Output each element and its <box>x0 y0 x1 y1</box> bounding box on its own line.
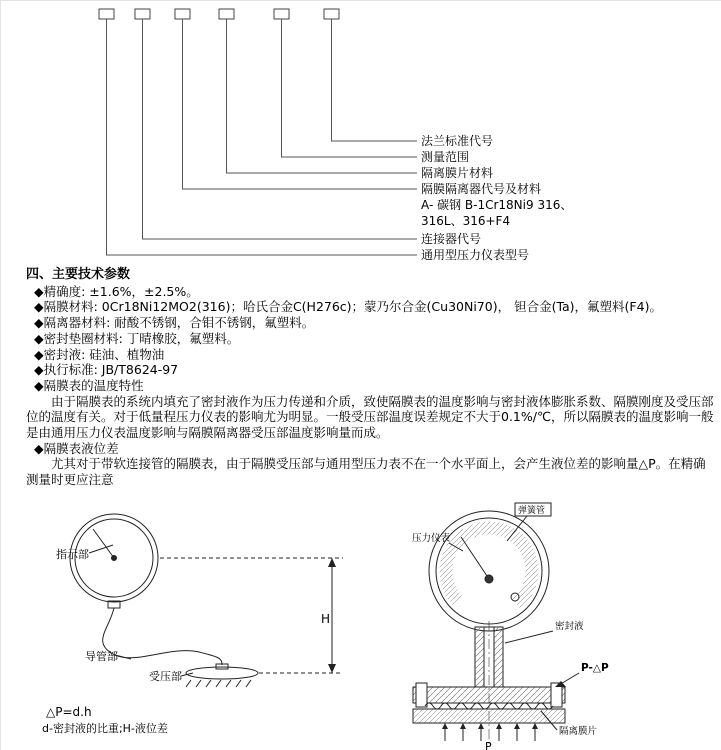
label-isolator-detail-2: 316L、316+F4 <box>421 214 511 228</box>
label-spring-tube: 弹簧管 <box>518 506 546 516</box>
label-p-delta: P-△P <box>581 662 609 674</box>
leader-line <box>227 19 418 173</box>
tech-params-section <box>26 267 716 488</box>
lower-flange <box>413 709 565 723</box>
pressure-part-leader <box>181 673 193 676</box>
formula-delta-p: △P=d.h <box>46 705 92 719</box>
leader-line <box>143 19 418 239</box>
label-seal-liquid: 密封液 <box>555 621 584 632</box>
spec-item-isolator-material: ◆隔离器材料: 耐酸不锈钢，合钼不锈钢，氟塑料。 <box>34 315 315 331</box>
code-box <box>274 9 289 19</box>
label-tube-part: 导管部 <box>85 650 118 663</box>
label-gauge-model: 通用型压力仪表型号 <box>421 248 530 262</box>
temperature-paragraph: 由于隔膜表的系统内填充了密封液作为压力传递和介质，致使隔膜表的温度影响与密封液体膨胀系数、隔膜刚度及受压部位的温度有关。对于低量程压力仪表的影响尤为明显。一般受压部温度误差规定不大于0.1%/℃，所以隔膜表的温度影响一般是由通用压力仪表温度影响与隔膜隔离器受压部温度影响量而成。 <box>26 393 714 441</box>
leader-lines <box>107 19 418 255</box>
label-pressure-part: 受压部 <box>149 670 182 683</box>
stem-wall-left <box>475 627 484 687</box>
seal-liquid-leader <box>505 631 553 643</box>
level-difference-paragraph: 尤其对于带软连接管的隔膜表，由于隔膜受压部与通用型压力表不在一个水平面上，会产生液位差的影响量△P。在精确测量时更应注意 <box>26 456 706 488</box>
label-p: P <box>485 740 492 750</box>
label-connector-code: 连接器代号 <box>421 232 482 246</box>
stem-wall-right <box>494 627 503 687</box>
gauge-hub <box>485 575 493 583</box>
code-boxes <box>99 9 339 19</box>
ground-hatch <box>186 680 251 687</box>
formula-note: d-密封液的比重;H-液位差 <box>42 722 168 735</box>
code-box <box>175 9 190 19</box>
leader-line <box>183 19 418 189</box>
technical-figures <box>1 501 721 750</box>
spec-item-standard: ◆执行标准: JB/T8624-97 <box>34 362 179 378</box>
bolt-left <box>416 683 427 707</box>
section-heading: 四、主要技术参数 <box>26 267 131 282</box>
level-difference-heading: ◆隔膜表液位差 <box>34 440 119 456</box>
label-h-dimension: H <box>321 612 331 626</box>
leader-line <box>332 19 418 141</box>
arrowhead <box>328 664 336 673</box>
leader-line <box>282 19 418 157</box>
spec-item-seal-liquid: ◆密封液: 硅油、植物油 <box>34 346 165 362</box>
label-isolator-code: 隔膜隔离器代号及材料 <box>421 182 542 196</box>
spec-item-diaphragm-material: ◆隔膜材料: 0Cr18Ni12MO2(316)；哈氏合金C(H276c)；蒙乃尔合金(Cu30Ni70)， 钽合金(Ta)，氟塑料(F4)。 <box>34 299 662 315</box>
code-labels <box>421 133 572 262</box>
label-diaphragm-material: 隔离膜片材料 <box>421 166 494 180</box>
label-indicator-part: 指示部 <box>56 548 89 561</box>
leader-line <box>107 19 418 255</box>
upper-flange <box>413 687 565 703</box>
diaphragm-corrugation <box>425 703 553 709</box>
spec-item-gasket-material: ◆密封垫圈材料: 丁晴橡胶，氟塑料。 <box>34 330 240 346</box>
arrowhead <box>328 558 336 567</box>
dial-scale-band <box>446 528 532 614</box>
code-box <box>99 9 114 19</box>
code-box <box>324 9 339 19</box>
label-flange-standard: 法兰标准代号 <box>421 134 494 148</box>
spec-item-temp-characteristic: ◆隔膜表的温度特性 <box>34 377 144 393</box>
label-isolation-diaphragm: 隔离膜片 <box>559 726 598 737</box>
code-box <box>135 9 150 19</box>
gauge-needle <box>93 529 114 558</box>
label-pressure-gauge: 压力仪表 <box>412 533 451 544</box>
spec-item-accuracy: ◆精确度: ±1.6%，±2.5%。 <box>34 283 199 299</box>
gauge-needle <box>461 537 489 579</box>
code-box <box>219 9 234 19</box>
label-isolator-detail-1: A- 碳钢 B-1Cr18Ni9 316、 <box>421 198 573 212</box>
pressure-arrows <box>442 723 538 741</box>
gauge-hub <box>112 556 117 561</box>
label-measure-range: 测量范围 <box>421 150 470 164</box>
model-code-diagram <box>1 1 721 267</box>
